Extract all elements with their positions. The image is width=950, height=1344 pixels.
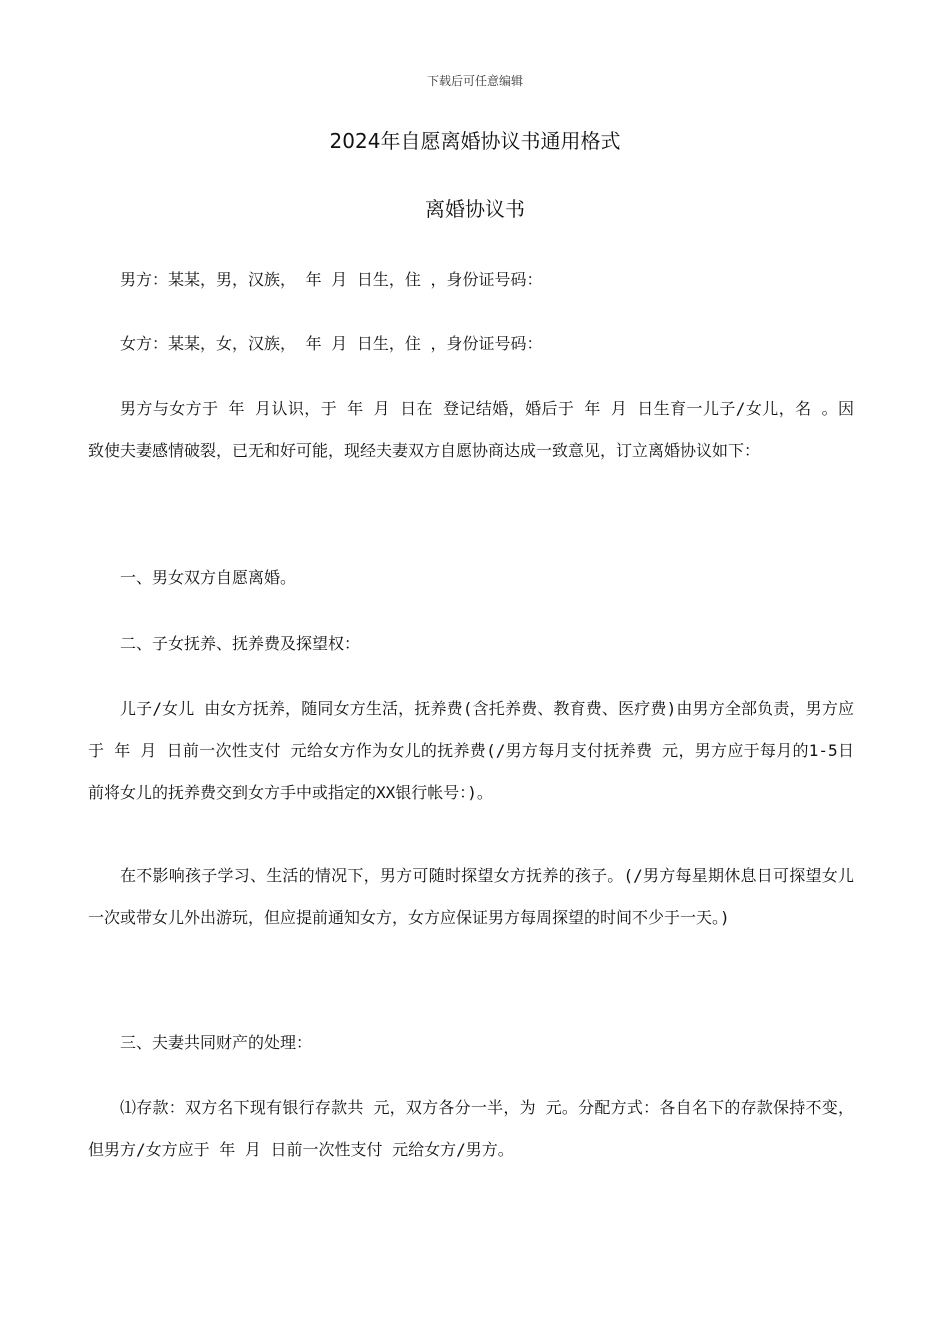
paragraph-visitation: 在不影响孩子学习、生活的情况下，男方可随时探望女方抚养的孩子。(/男方每星期休息日可探望女儿一次或带女儿外出游玩，但应提前通知女方，女方应保证男方每周探望的时间不少于一天。) (88, 866, 854, 927)
document-title: 2024年自愿离婚协议书通用格式 (329, 129, 621, 153)
section-heading-1: 一、男女双方自愿离婚。 (120, 568, 297, 587)
section-heading-3: 三、夫妻共同财产的处理： (120, 1033, 313, 1052)
paragraph-deposit: ⑴存款：双方名下现有银行存款共 元，双方各分一半，为 元。分配方式：各自名下的存款保持不变，但男方/女方应于 年 月 日前一次性支付 元给女方/男方。 (88, 1098, 854, 1159)
paragraph-man-info: 男方：某某，男，汉族， 年 月 日生，住 ，身份证号码： (120, 270, 543, 289)
paragraph-intro: 男方与女方于 年 月认识，于 年 月 日在 登记结婚，婚后于 年 月 日生育一儿子/女儿，名 。因 致使夫妻感情破裂，已无和好可能，现经夫妻双方自愿协商达成一致意见，订立离婚协议如下： (88, 399, 854, 460)
header-note: 下载后可任意编辑 (426, 74, 523, 88)
paragraph-custody: 儿子/女儿 由女方抚养，随同女方生活，抚养费(含托养费、教育费、医疗费)由男方全部负责，男方应于 年 月 日前一次性支付 元给女方作为女儿的抚养费(/男方每月支付抚养费 元，男方应于每月的1-5日前将女儿的抚养费交到女方手中或指定的XX银行帐号：)。 (88, 699, 854, 802)
paragraph-woman-info: 女方：某某，女，汉族， 年 月 日生，住 ，身份证号码： (120, 334, 543, 353)
document-subtitle: 离婚协议书 (425, 197, 525, 221)
section-heading-2: 二、子女抚养、抚养费及探望权： (120, 634, 361, 653)
